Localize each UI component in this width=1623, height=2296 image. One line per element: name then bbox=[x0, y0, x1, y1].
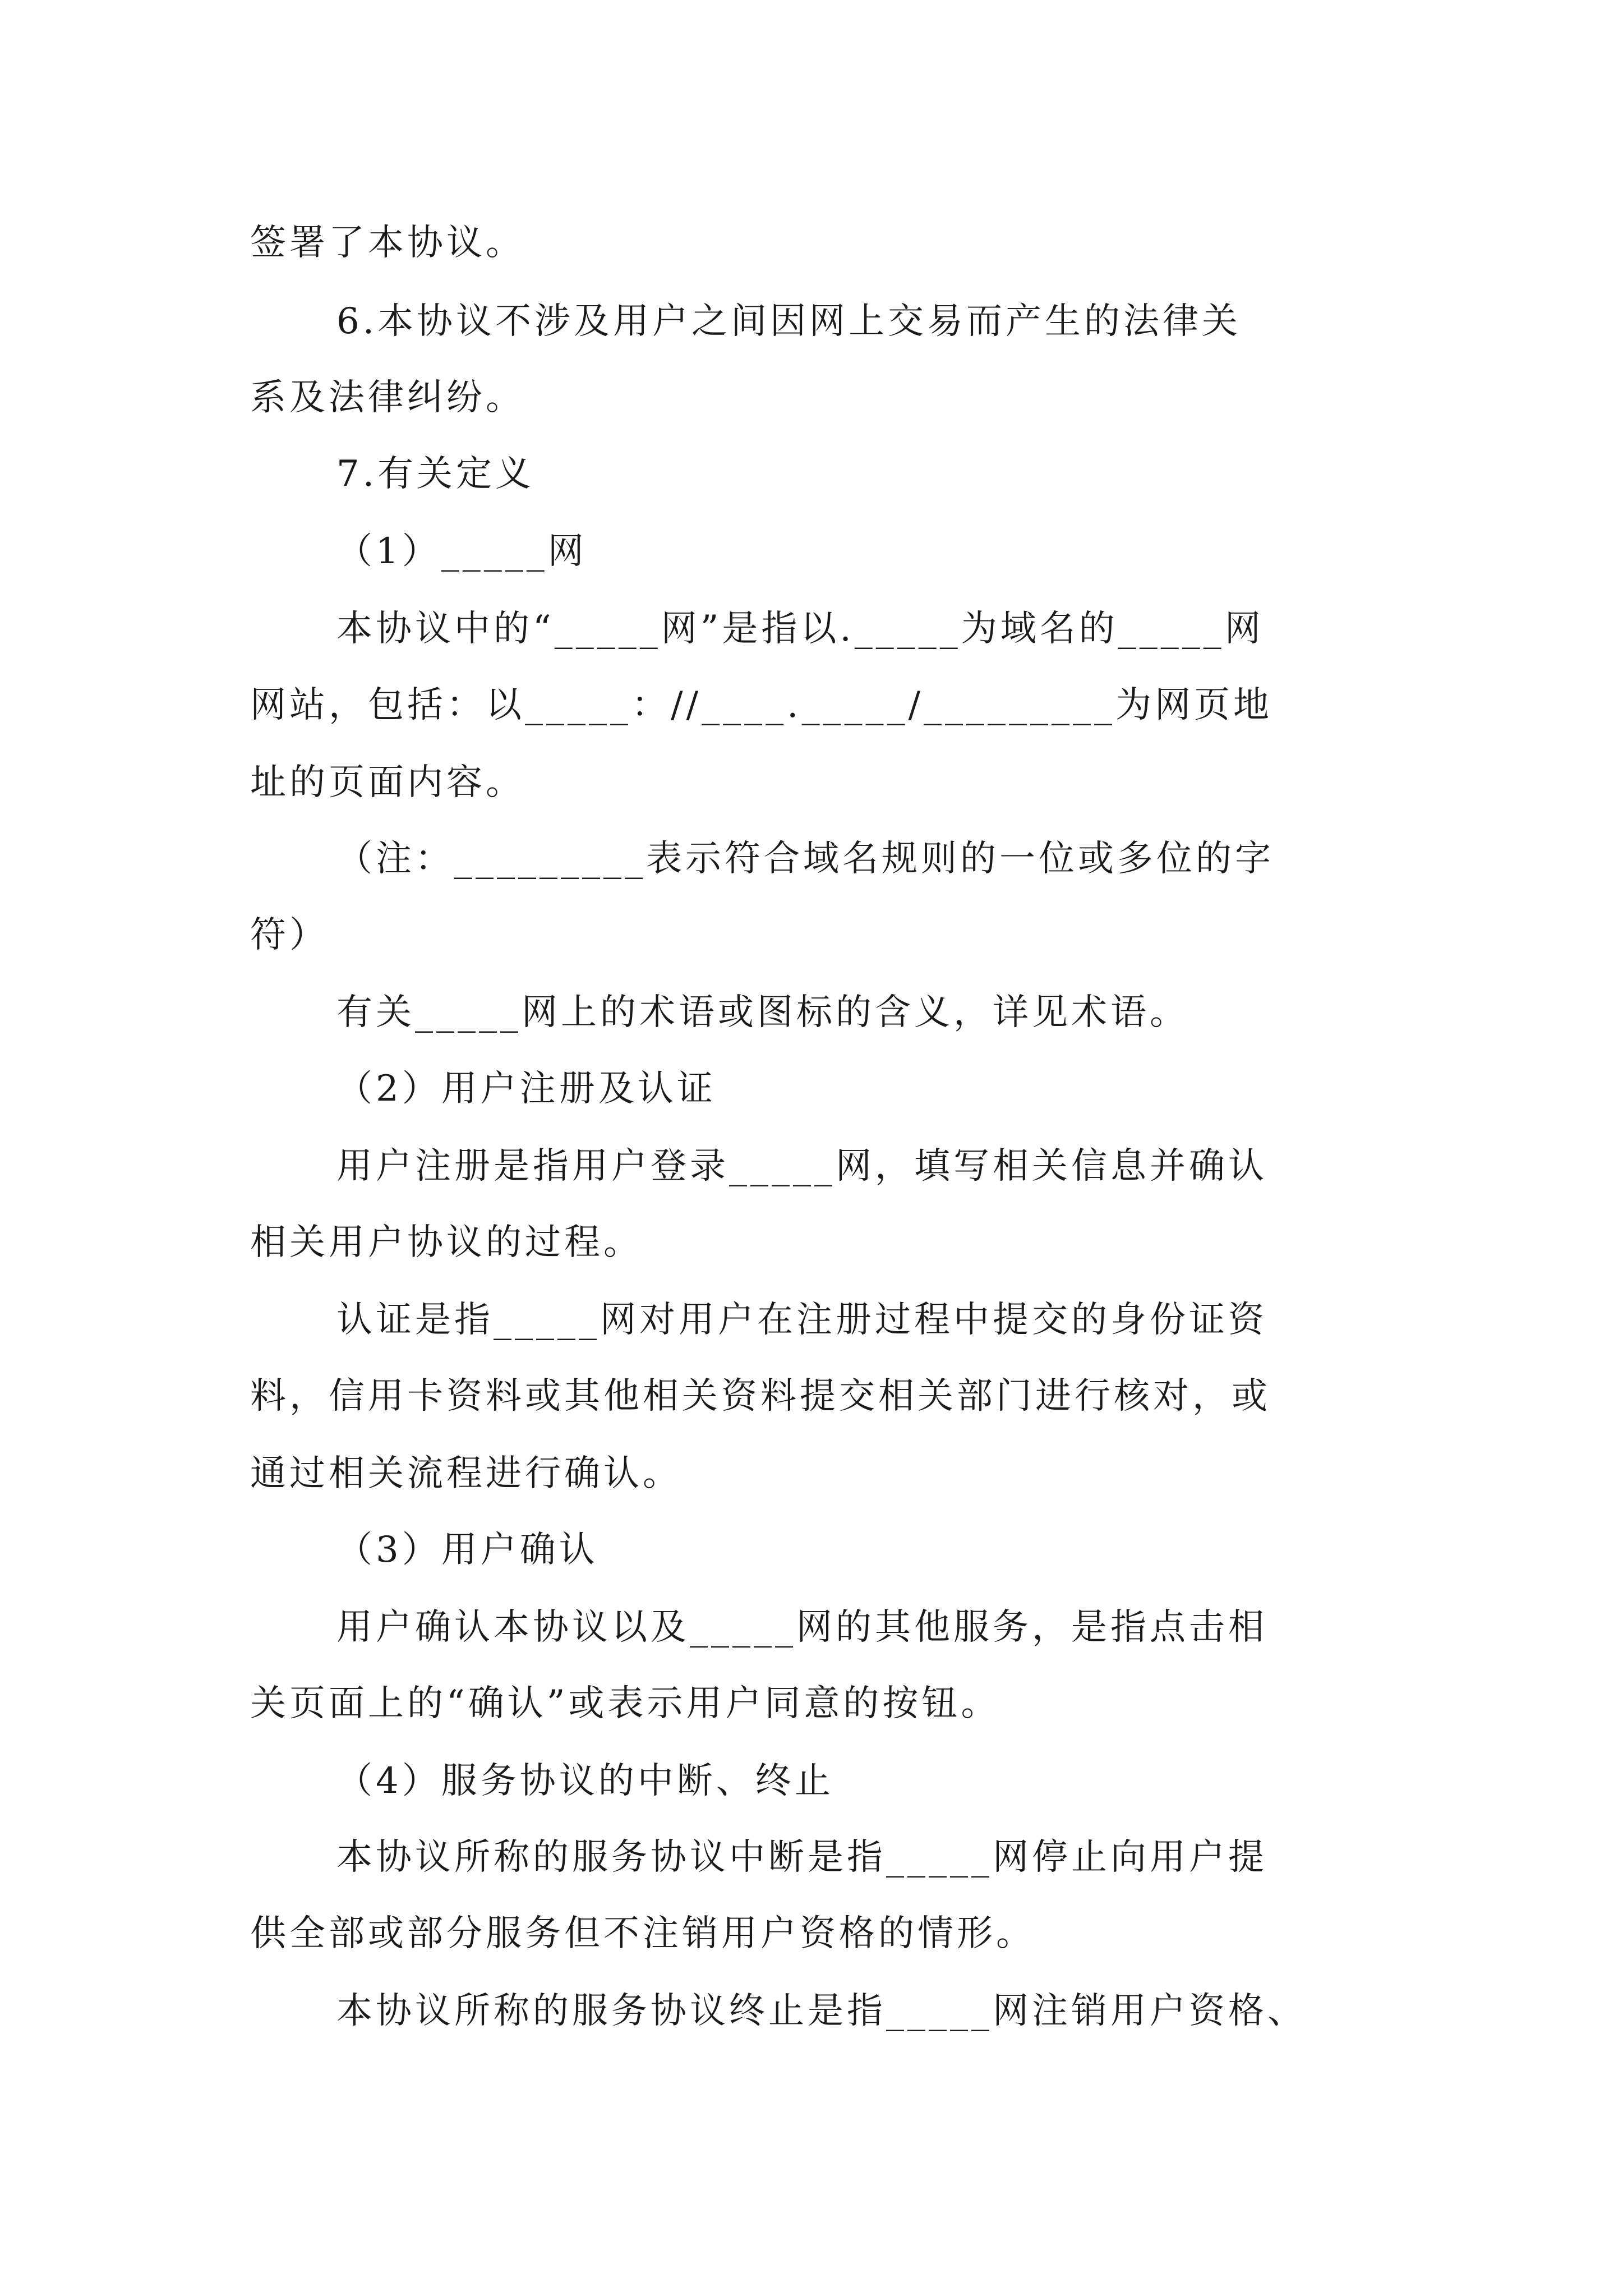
text-line: 本协议所称的服务协议中断是指_____网停止向用户提 bbox=[336, 1837, 1267, 1878]
text-line: 相关用户协议的过程。 bbox=[250, 1222, 643, 1263]
text-line: 7.有关定义 bbox=[336, 453, 535, 495]
text-line: 系及法律纠纷。 bbox=[250, 377, 525, 418]
text-line: 6.本协议不涉及用户之间因网上交易而产生的法律关 bbox=[336, 301, 1242, 342]
text-line: 有关_____网上的术语或图标的含义，详见术语。 bbox=[336, 992, 1189, 1033]
text-line: 网站，包括：以_____：//____._____/_________为网页地 bbox=[250, 684, 1273, 726]
text-line: 签署了本协议。 bbox=[250, 222, 525, 264]
text-line: （注：_________表示符合域名规则的一位或多位的字 bbox=[336, 838, 1274, 880]
text-line: （3）用户确认 bbox=[336, 1529, 598, 1571]
text-line: （4）服务协议的中断、终止 bbox=[336, 1760, 834, 1802]
text-line: 用户确认本协议以及_____网的其他服务，是指点击相 bbox=[336, 1607, 1267, 1648]
text-line: 通过相关流程进行确认。 bbox=[250, 1453, 682, 1494]
text-line: （1）_____网 bbox=[336, 531, 587, 572]
text-line: 关页面上的“确认”或表示用户同意的按钮。 bbox=[250, 1683, 1000, 1724]
text-line: 本协议中的“_____网”是指以._____为域名的_____网 bbox=[336, 608, 1264, 650]
text-line: 用户注册是指用户登录_____网，填写相关信息并确认 bbox=[336, 1145, 1267, 1187]
text-line: （2）用户注册及认证 bbox=[336, 1068, 716, 1110]
text-line: 料，信用卡资料或其他相关资料提交相关部门进行核对，或 bbox=[250, 1375, 1271, 1417]
text-line: 本协议所称的服务协议终止是指_____网注销用户资格、 bbox=[336, 1990, 1307, 2032]
text-line: 供全部或部分服务但不注销用户资格的情形。 bbox=[250, 1913, 1035, 1954]
text-line: 符） bbox=[250, 914, 329, 956]
text-line: 址的页面内容。 bbox=[250, 762, 525, 803]
text-line: 认证是指_____网对用户在注册过程中提交的身份证资 bbox=[336, 1299, 1267, 1341]
